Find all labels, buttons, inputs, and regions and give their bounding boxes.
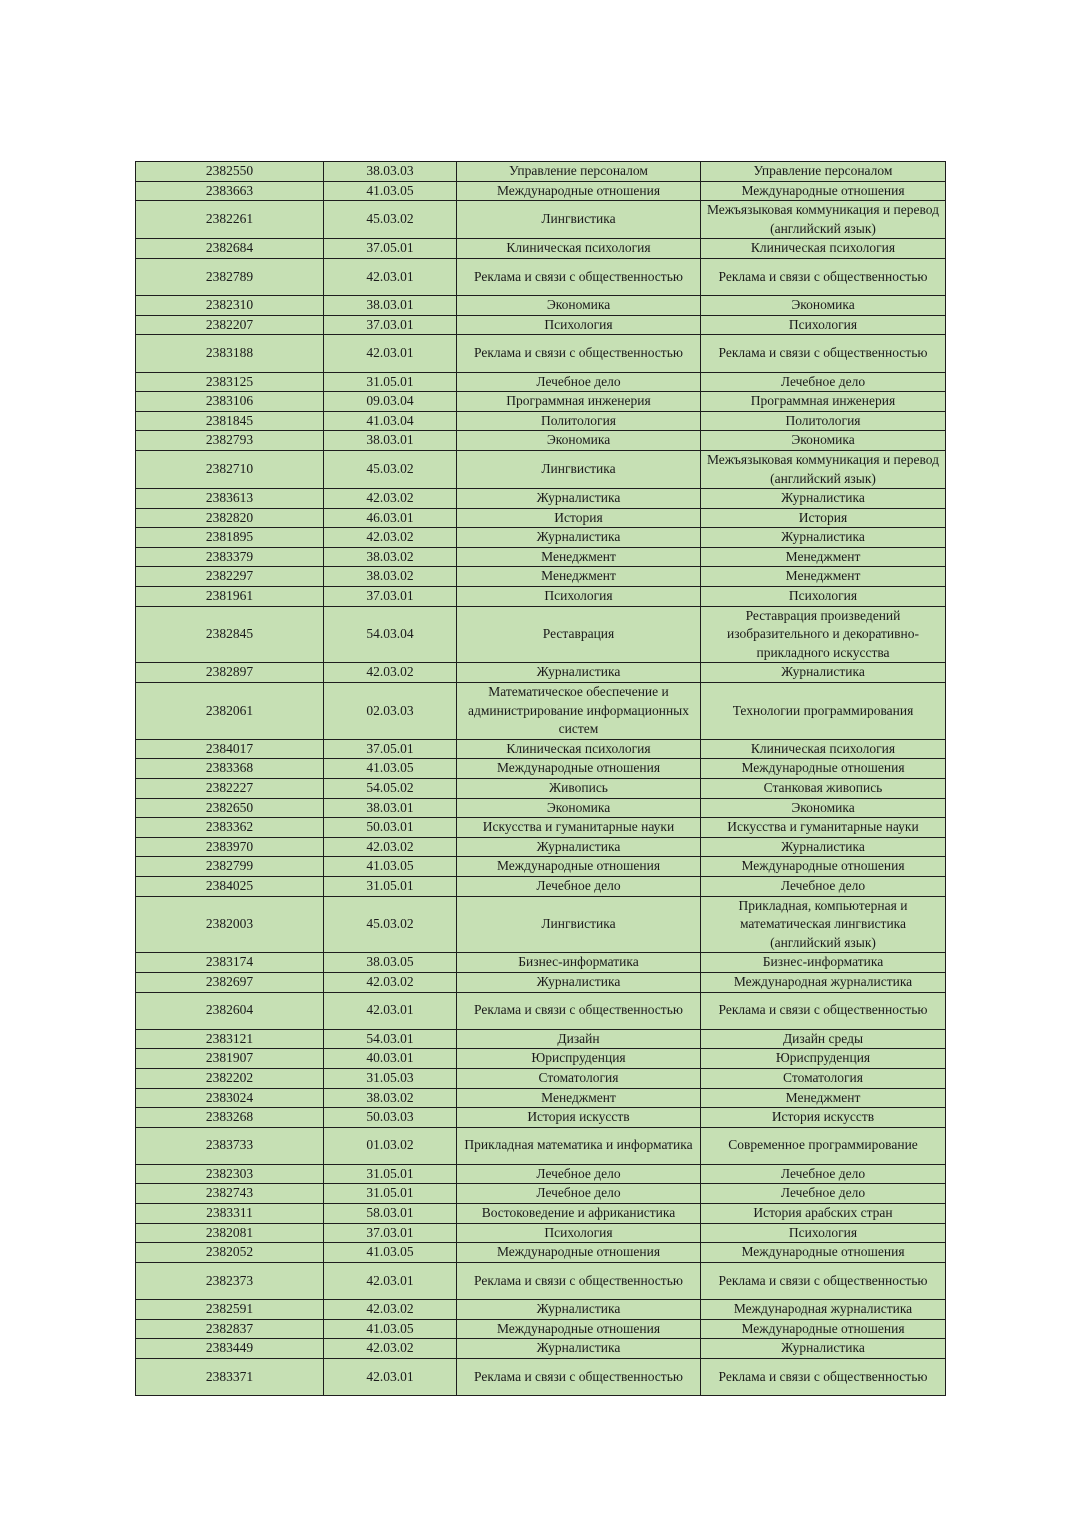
applicant-id-cell: 2382743 [136, 1184, 324, 1204]
program-name-cell: Клиническая психология [701, 739, 946, 759]
applicant-id-cell: 2382207 [136, 315, 324, 335]
applicant-id-cell: 2382604 [136, 992, 324, 1029]
direction-name-cell: История искусств [457, 1108, 701, 1128]
direction-name-cell: Экономика [457, 798, 701, 818]
program-name-cell: Журналистика [701, 528, 946, 548]
applicant-id-cell: 2383362 [136, 818, 324, 838]
applicant-id-cell: 2382710 [136, 450, 324, 488]
program-name-cell: История искусств [701, 1108, 946, 1128]
applicant-id-cell: 2384017 [136, 739, 324, 759]
table-row [136, 779, 946, 799]
program-name-cell: Реклама и связи с общественностью [701, 258, 946, 295]
direction-name-cell: Политология [457, 411, 701, 431]
direction-code-cell: 41.03.05 [324, 1243, 457, 1263]
program-name-cell: Психология [701, 1223, 946, 1243]
direction-name-cell: Экономика [457, 296, 701, 316]
program-name-cell: Управление персоналом [701, 162, 946, 182]
applicant-id-cell: 2382297 [136, 567, 324, 587]
applicant-id-cell: 2382303 [136, 1164, 324, 1184]
applicant-id-cell: 2383174 [136, 953, 324, 973]
table-row [136, 953, 946, 973]
applicant-id-cell: 2384025 [136, 876, 324, 896]
direction-name-cell: Международные отношения [457, 1243, 701, 1263]
applicant-id-cell: 2382227 [136, 779, 324, 799]
direction-code-cell: 31.05.01 [324, 372, 457, 392]
direction-code-cell: 50.03.01 [324, 818, 457, 838]
table-row [136, 1358, 946, 1395]
program-name-cell: Международные отношения [701, 1319, 946, 1339]
table-row [136, 508, 946, 528]
table-row [136, 1223, 946, 1243]
applicant-id-cell: 2381961 [136, 587, 324, 607]
table-row [136, 181, 946, 201]
direction-code-cell: 42.03.02 [324, 972, 457, 992]
program-name-cell: Международные отношения [701, 1243, 946, 1263]
direction-code-cell: 38.03.01 [324, 798, 457, 818]
table-row [136, 606, 946, 663]
direction-name-cell: Международные отношения [457, 1319, 701, 1339]
direction-code-cell: 31.05.01 [324, 1164, 457, 1184]
program-name-cell: Международная журналистика [701, 1300, 946, 1320]
table-row [136, 837, 946, 857]
program-name-cell: Психология [701, 587, 946, 607]
direction-code-cell: 31.05.03 [324, 1068, 457, 1088]
program-name-cell: Лечебное дело [701, 372, 946, 392]
direction-code-cell: 37.05.01 [324, 239, 457, 259]
direction-code-cell: 42.03.02 [324, 528, 457, 548]
program-name-cell: Экономика [701, 296, 946, 316]
program-name-cell: Лечебное дело [701, 876, 946, 896]
direction-code-cell: 42.03.02 [324, 489, 457, 509]
direction-name-cell: Клиническая психология [457, 739, 701, 759]
direction-name-cell: Дизайн [457, 1029, 701, 1049]
table-row [136, 547, 946, 567]
direction-name-cell: Реклама и связи с общественностью [457, 1262, 701, 1299]
direction-name-cell: Живопись [457, 779, 701, 799]
direction-code-cell: 41.03.04 [324, 411, 457, 431]
applicant-id-cell: 2382373 [136, 1262, 324, 1299]
direction-name-cell: Искусства и гуманитарные науки [457, 818, 701, 838]
direction-code-cell: 42.03.02 [324, 1300, 457, 1320]
table-row [136, 431, 946, 451]
applicants-table-container [135, 161, 945, 1396]
applicants-table [135, 161, 946, 1396]
direction-name-cell: Лечебное дело [457, 876, 701, 896]
applicant-id-cell: 2383449 [136, 1339, 324, 1359]
applicant-id-cell: 2382003 [136, 896, 324, 953]
table-row [136, 1049, 946, 1069]
applicant-id-cell: 2382081 [136, 1223, 324, 1243]
applicant-id-cell: 2383024 [136, 1088, 324, 1108]
direction-code-cell: 38.03.01 [324, 296, 457, 316]
table-body [136, 162, 946, 1396]
direction-name-cell: Журналистика [457, 1300, 701, 1320]
direction-code-cell: 45.03.02 [324, 450, 457, 488]
direction-code-cell: 54.03.04 [324, 606, 457, 663]
table-row [136, 1300, 946, 1320]
program-name-cell: Журналистика [701, 663, 946, 683]
direction-name-cell: Международные отношения [457, 759, 701, 779]
program-name-cell: Реклама и связи с общественностью [701, 1262, 946, 1299]
direction-name-cell: Психология [457, 587, 701, 607]
program-name-cell: Менеджмент [701, 567, 946, 587]
direction-name-cell: Лингвистика [457, 450, 701, 488]
direction-name-cell: Востоковедение и африканистика [457, 1204, 701, 1224]
applicant-id-cell: 2381845 [136, 411, 324, 431]
direction-code-cell: 01.03.02 [324, 1127, 457, 1164]
program-name-cell: Технологии программирования [701, 683, 946, 740]
direction-code-cell: 42.03.01 [324, 1358, 457, 1395]
program-name-cell: Станковая живопись [701, 779, 946, 799]
direction-name-cell: Международные отношения [457, 181, 701, 201]
direction-name-cell: Управление персоналом [457, 162, 701, 182]
applicant-id-cell: 2381895 [136, 528, 324, 548]
direction-name-cell: Международные отношения [457, 857, 701, 877]
applicant-id-cell: 2382697 [136, 972, 324, 992]
applicant-id-cell: 2383371 [136, 1358, 324, 1395]
table-row [136, 798, 946, 818]
applicant-id-cell: 2383368 [136, 759, 324, 779]
program-name-cell: Экономика [701, 798, 946, 818]
applicant-id-cell: 2382261 [136, 201, 324, 239]
program-name-cell: Бизнес-информатика [701, 953, 946, 973]
table-row [136, 392, 946, 412]
table-row [136, 1243, 946, 1263]
direction-name-cell: Журналистика [457, 1339, 701, 1359]
program-name-cell: Журналистика [701, 837, 946, 857]
table-row [136, 315, 946, 335]
direction-code-cell: 46.03.01 [324, 508, 457, 528]
applicant-id-cell: 2382789 [136, 258, 324, 295]
program-name-cell: Международные отношения [701, 759, 946, 779]
program-name-cell: Экономика [701, 431, 946, 451]
program-name-cell: Журналистика [701, 1339, 946, 1359]
applicant-id-cell: 2382052 [136, 1243, 324, 1263]
program-name-cell: Международная журналистика [701, 972, 946, 992]
direction-name-cell: Клиническая психология [457, 239, 701, 259]
direction-code-cell: 38.03.05 [324, 953, 457, 973]
program-name-cell: Лечебное дело [701, 1164, 946, 1184]
program-name-cell: Менеджмент [701, 547, 946, 567]
direction-code-cell: 50.03.03 [324, 1108, 457, 1128]
table-row [136, 663, 946, 683]
direction-code-cell: 37.03.01 [324, 1223, 457, 1243]
applicant-id-cell: 2383663 [136, 181, 324, 201]
program-name-cell: Межъязыковая коммуникация и перевод (английский язык) [701, 450, 946, 488]
program-name-cell: История арабских стран [701, 1204, 946, 1224]
table-row [136, 818, 946, 838]
direction-code-cell: 38.03.02 [324, 547, 457, 567]
direction-name-cell: Прикладная математика и информатика [457, 1127, 701, 1164]
direction-name-cell: Реклама и связи с общественностью [457, 258, 701, 295]
applicant-id-cell: 2383106 [136, 392, 324, 412]
table-row [136, 372, 946, 392]
direction-code-cell: 02.03.03 [324, 683, 457, 740]
direction-code-cell: 38.03.03 [324, 162, 457, 182]
direction-name-cell: Лингвистика [457, 896, 701, 953]
direction-name-cell: Реставрация [457, 606, 701, 663]
direction-code-cell: 42.03.01 [324, 258, 457, 295]
applicant-id-cell: 2383970 [136, 837, 324, 857]
direction-code-cell: 09.03.04 [324, 392, 457, 412]
table-row [136, 1319, 946, 1339]
direction-name-cell: Журналистика [457, 837, 701, 857]
program-name-cell: Прикладная, компьютерная и математическая лингвистика (английский язык) [701, 896, 946, 953]
direction-code-cell: 58.03.01 [324, 1204, 457, 1224]
direction-name-cell: Менеджмент [457, 547, 701, 567]
applicant-id-cell: 2382837 [136, 1319, 324, 1339]
table-row [136, 239, 946, 259]
applicant-id-cell: 2383311 [136, 1204, 324, 1224]
program-name-cell: Международные отношения [701, 181, 946, 201]
direction-code-cell: 37.05.01 [324, 739, 457, 759]
direction-code-cell: 40.03.01 [324, 1049, 457, 1069]
applicant-id-cell: 2382820 [136, 508, 324, 528]
direction-code-cell: 38.03.02 [324, 567, 457, 587]
table-row [136, 335, 946, 372]
direction-code-cell: 31.05.01 [324, 1184, 457, 1204]
applicant-id-cell: 2382591 [136, 1300, 324, 1320]
direction-code-cell: 37.03.01 [324, 315, 457, 335]
direction-name-cell: Программная инженерия [457, 392, 701, 412]
program-name-cell: Стоматология [701, 1068, 946, 1088]
direction-name-cell: Реклама и связи с общественностью [457, 335, 701, 372]
direction-name-cell: Лингвистика [457, 201, 701, 239]
applicant-id-cell: 2382793 [136, 431, 324, 451]
applicant-id-cell: 2383613 [136, 489, 324, 509]
direction-code-cell: 42.03.02 [324, 837, 457, 857]
direction-code-cell: 42.03.02 [324, 1339, 457, 1359]
table-row [136, 1164, 946, 1184]
program-name-cell: Журналистика [701, 489, 946, 509]
direction-name-cell: Экономика [457, 431, 701, 451]
applicant-id-cell: 2383733 [136, 1127, 324, 1164]
direction-code-cell: 41.03.05 [324, 1319, 457, 1339]
table-row [136, 201, 946, 239]
table-row [136, 1088, 946, 1108]
applicant-id-cell: 2382799 [136, 857, 324, 877]
table-row [136, 1184, 946, 1204]
table-row [136, 450, 946, 488]
table-row [136, 1339, 946, 1359]
program-name-cell: История [701, 508, 946, 528]
applicant-id-cell: 2383268 [136, 1108, 324, 1128]
table-row [136, 1262, 946, 1299]
direction-code-cell: 38.03.02 [324, 1088, 457, 1108]
program-name-cell: Менеджмент [701, 1088, 946, 1108]
direction-code-cell: 42.03.01 [324, 335, 457, 372]
table-row [136, 411, 946, 431]
direction-name-cell: Журналистика [457, 489, 701, 509]
table-row [136, 258, 946, 295]
direction-code-cell: 41.03.05 [324, 857, 457, 877]
direction-name-cell: Менеджмент [457, 567, 701, 587]
table-row [136, 1127, 946, 1164]
direction-code-cell: 54.03.01 [324, 1029, 457, 1049]
program-name-cell: Реклама и связи с общественностью [701, 992, 946, 1029]
direction-name-cell: Журналистика [457, 663, 701, 683]
program-name-cell: Лечебное дело [701, 1184, 946, 1204]
table-row [136, 739, 946, 759]
direction-name-cell: Лечебное дело [457, 1184, 701, 1204]
direction-name-cell: Психология [457, 315, 701, 335]
direction-name-cell: Менеджмент [457, 1088, 701, 1108]
table-row [136, 1068, 946, 1088]
program-name-cell: Межъязыковая коммуникация и перевод (английский язык) [701, 201, 946, 239]
direction-code-cell: 41.03.05 [324, 181, 457, 201]
applicant-id-cell: 2382897 [136, 663, 324, 683]
program-name-cell: Международные отношения [701, 857, 946, 877]
table-row [136, 162, 946, 182]
table-row [136, 1108, 946, 1128]
direction-code-cell: 45.03.02 [324, 201, 457, 239]
applicant-id-cell: 2382061 [136, 683, 324, 740]
applicant-id-cell: 2383125 [136, 372, 324, 392]
table-row [136, 296, 946, 316]
applicant-id-cell: 2382845 [136, 606, 324, 663]
table-row [136, 587, 946, 607]
program-name-cell: Реклама и связи с общественностью [701, 335, 946, 372]
direction-code-cell: 37.03.01 [324, 587, 457, 607]
direction-code-cell: 42.03.02 [324, 663, 457, 683]
direction-name-cell: Реклама и связи с общественностью [457, 1358, 701, 1395]
program-name-cell: Программная инженерия [701, 392, 946, 412]
applicant-id-cell: 2382310 [136, 296, 324, 316]
applicant-id-cell: 2383379 [136, 547, 324, 567]
table-row [136, 759, 946, 779]
table-row [136, 972, 946, 992]
direction-code-cell: 54.05.02 [324, 779, 457, 799]
direction-name-cell: Стоматология [457, 1068, 701, 1088]
direction-code-cell: 31.05.01 [324, 876, 457, 896]
direction-code-cell: 42.03.01 [324, 1262, 457, 1299]
table-row [136, 683, 946, 740]
program-name-cell: Дизайн среды [701, 1029, 946, 1049]
program-name-cell: Юриспруденция [701, 1049, 946, 1069]
applicant-id-cell: 2382684 [136, 239, 324, 259]
applicant-id-cell: 2381907 [136, 1049, 324, 1069]
table-row [136, 1204, 946, 1224]
table-row [136, 992, 946, 1029]
direction-name-cell: Лечебное дело [457, 372, 701, 392]
table-row [136, 489, 946, 509]
table-row [136, 876, 946, 896]
direction-name-cell: Лечебное дело [457, 1164, 701, 1184]
table-row [136, 896, 946, 953]
applicant-id-cell: 2383188 [136, 335, 324, 372]
applicant-id-cell: 2382550 [136, 162, 324, 182]
applicant-id-cell: 2382202 [136, 1068, 324, 1088]
direction-name-cell: Юриспруденция [457, 1049, 701, 1069]
direction-code-cell: 45.03.02 [324, 896, 457, 953]
table-row [136, 567, 946, 587]
direction-name-cell: Журналистика [457, 528, 701, 548]
program-name-cell: Реставрация произведений изобразительного и декоративно-прикладного искусства [701, 606, 946, 663]
program-name-cell: Клиническая психология [701, 239, 946, 259]
direction-name-cell: Реклама и связи с общественностью [457, 992, 701, 1029]
direction-code-cell: 38.03.01 [324, 431, 457, 451]
program-name-cell: Политология [701, 411, 946, 431]
direction-name-cell: Бизнес-информатика [457, 953, 701, 973]
direction-name-cell: Журналистика [457, 972, 701, 992]
program-name-cell: Современное программирование [701, 1127, 946, 1164]
table-row [136, 857, 946, 877]
direction-code-cell: 41.03.05 [324, 759, 457, 779]
direction-name-cell: История [457, 508, 701, 528]
direction-code-cell: 42.03.01 [324, 992, 457, 1029]
table-row [136, 1029, 946, 1049]
program-name-cell: Реклама и связи с общественностью [701, 1358, 946, 1395]
table-row [136, 528, 946, 548]
program-name-cell: Психология [701, 315, 946, 335]
direction-name-cell: Психология [457, 1223, 701, 1243]
applicant-id-cell: 2383121 [136, 1029, 324, 1049]
program-name-cell: Искусства и гуманитарные науки [701, 818, 946, 838]
direction-name-cell: Математическое обеспечение и администрирование информационных систем [457, 683, 701, 740]
applicant-id-cell: 2382650 [136, 798, 324, 818]
